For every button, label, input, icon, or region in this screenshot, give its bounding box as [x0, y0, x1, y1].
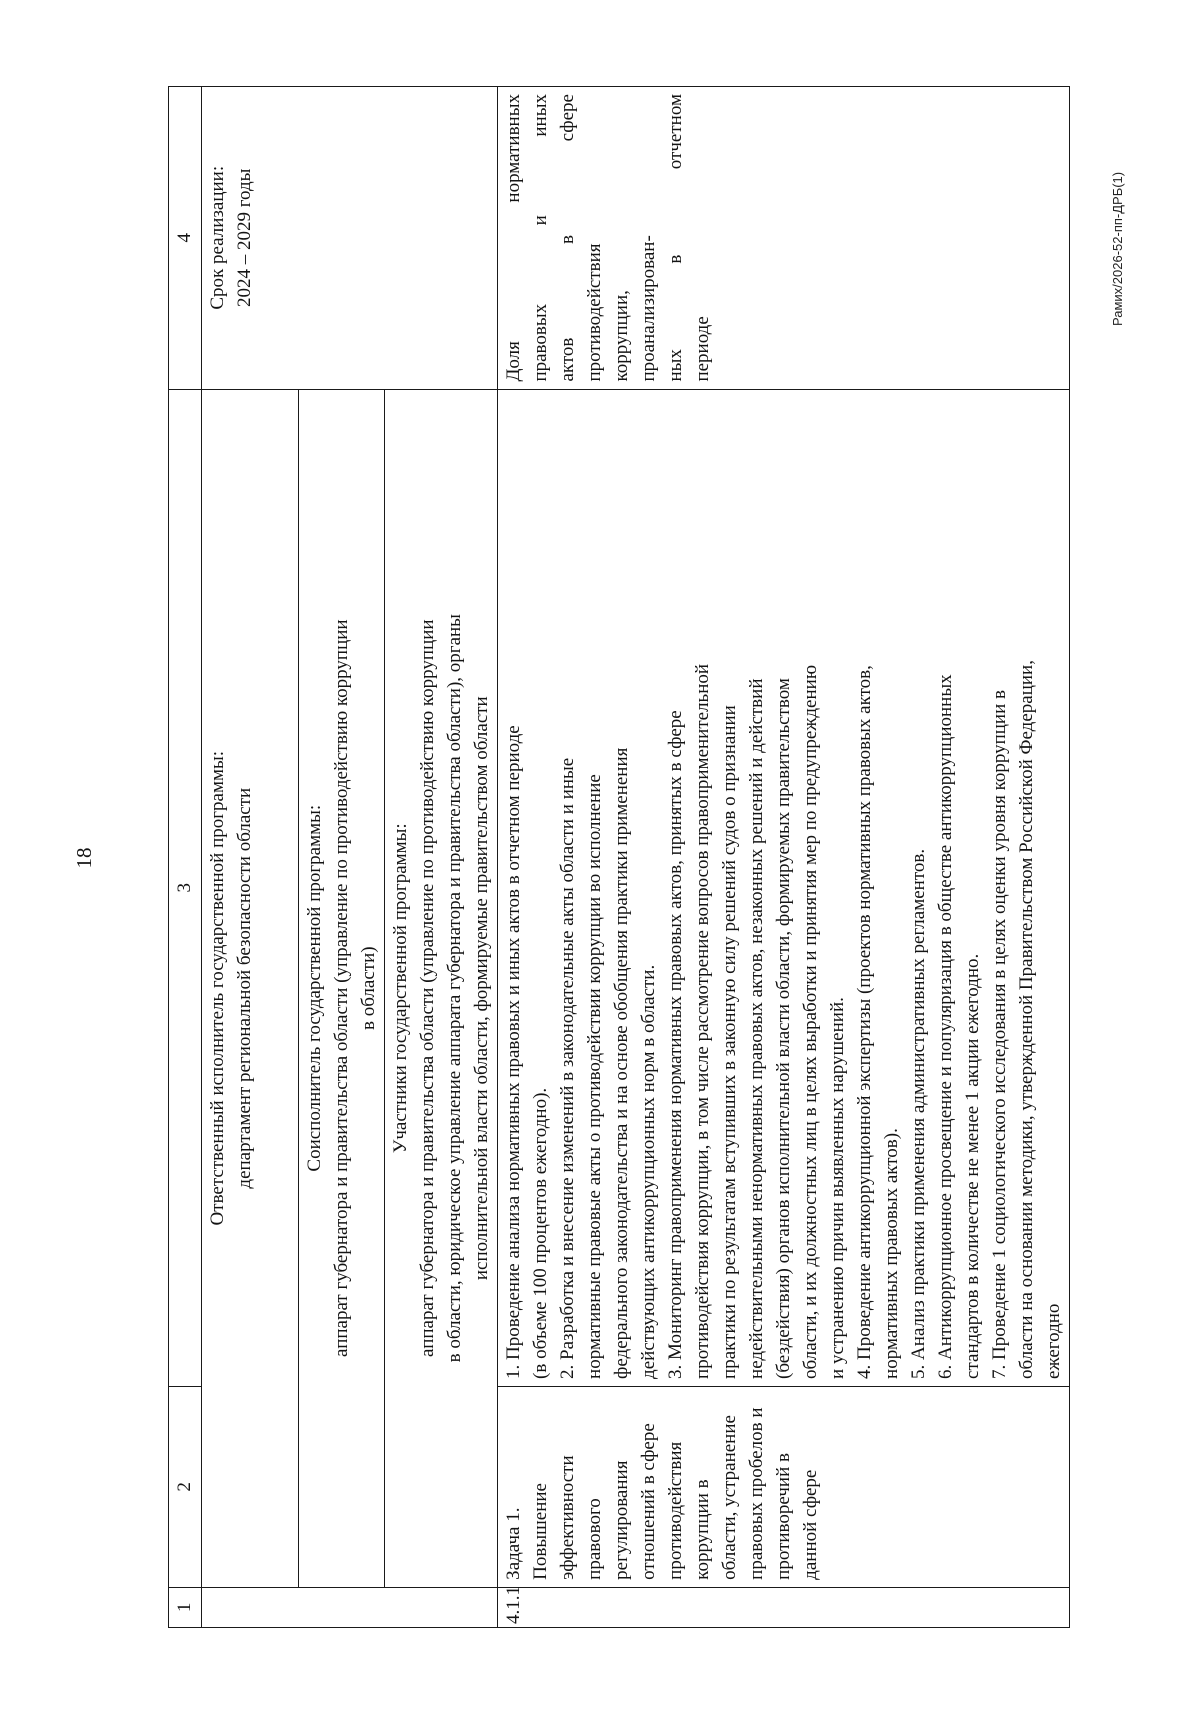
indicator-line: проанализирован-: [638, 235, 659, 382]
measure-line: (в объеме 100 процентов ежегодно).: [530, 1087, 551, 1379]
measure-line: и устранению причин выявленных нарушений.: [827, 997, 848, 1379]
indicator-line: коррупции,: [611, 290, 632, 382]
measure-line: 5. Анализ практики применения административных регламентов.: [908, 848, 929, 1379]
responsible-value: департамент региональной безопасности области: [234, 787, 255, 1189]
measure-line: практики по результатам вступивших в законную силу решений судов о признании: [719, 705, 740, 1379]
task-line: правовых пробелов и: [746, 1407, 767, 1580]
column-header-2: 2: [169, 1386, 202, 1587]
responsible-row: [202, 87, 299, 1628]
row-number: 4.1.1: [498, 1587, 1070, 1627]
task-line: противоречий в: [773, 1453, 794, 1580]
task-line: эффективности: [557, 1455, 578, 1580]
measure-line: стандартов в количестве не менее 1 акции ежегодно.: [962, 953, 983, 1379]
measure-line: недействительными ненормативных правовых актов, незаконных решений и действий: [746, 678, 767, 1379]
indicator-line: Доля нормативных: [503, 94, 524, 382]
participants-line-3: исполнительной власти области, формируемые правительством области: [471, 696, 492, 1281]
measure-line: 7. Проведение 1 социологического исследования в целях оценки уровня коррупции в: [989, 690, 1010, 1379]
measure-line: нормативных правовых актов).: [881, 1128, 902, 1379]
measure-line: нормативные правовые акты о противодействии коррупции во исполнение: [584, 774, 605, 1379]
indicator-line: актов в сфере: [557, 94, 578, 382]
term-label: Срок реализации:: [207, 165, 228, 310]
empty-cell-col1: [202, 1587, 498, 1627]
measure-line: 4. Проведение антикоррупционной экспертизы (проектов нормативных правовых актов,: [854, 665, 875, 1379]
participants-line-1: аппарат губернатора и правительства области (управление по противодействию коррупции: [417, 619, 438, 1357]
measure-line: 6. Антикоррупционное просвещение и популяризация в обществе антикоррупционных: [935, 674, 956, 1379]
column-header-4: 4: [169, 87, 202, 390]
measure-line: противодействия коррупции, в том числе рассмотрение вопросов правоприменительной: [692, 663, 713, 1379]
page-number: 18: [72, 847, 96, 869]
task-line: области, устранение: [719, 1415, 740, 1580]
indicator-line: противодействия: [584, 243, 605, 382]
task-cell: [498, 1386, 1070, 1587]
term-value: 2024 – 2029 годы: [234, 168, 255, 308]
term-cell: [202, 87, 498, 390]
task-line: Задача 1.: [503, 1507, 524, 1580]
task-line: отношений в сфере: [638, 1423, 659, 1580]
measures-cell: [498, 389, 1070, 1386]
task-line: Повышение: [530, 1483, 551, 1580]
participants-cell: [385, 389, 498, 1587]
measure-line: области на основании методики, утвержденной Правительством Российской Федерации,: [1016, 660, 1037, 1379]
task-line: противодействия: [665, 1441, 686, 1580]
indicator-line: правовых и иных: [530, 94, 551, 382]
responsible-executor-cell: [202, 389, 299, 1587]
task-row: [498, 87, 1070, 1628]
participants-line-2: в области, юридическое управление аппарата губернатора и правительства области), органы: [444, 614, 465, 1363]
header-row: [169, 87, 202, 1628]
indicator-cell: [498, 87, 1070, 390]
footer-document-code: Рамих/2026-52-пп-ДРБ(1): [1110, 171, 1125, 326]
indicator-line: периоде: [692, 316, 713, 382]
responsible-label: Ответственный исполнитель государственной программы:: [207, 750, 228, 1226]
coexecutor-cell: [299, 389, 385, 1587]
task-line: правового: [584, 1498, 605, 1580]
participants-label: Участники государственной программы:: [390, 823, 411, 1154]
task-line: коррупции в: [692, 1479, 713, 1580]
measure-line: (бездействия) органов исполнительной власти области, формируемых правительством: [773, 678, 794, 1379]
measure-line: 1. Проведение анализа нормативных правовых и иных актов в отчетном периоде: [503, 725, 524, 1379]
program-table: [168, 86, 1070, 1628]
coexecutor-line-1: аппарат губернатора и правительства области (управление по противодействию коррупции: [331, 619, 352, 1357]
measure-line: 2. Разработка и внесение изменений в законодательные акты области и иные: [557, 757, 578, 1379]
coexecutor-label: Соисполнитель государственной программы:: [304, 804, 325, 1172]
measure-line: области, и их должностных лиц в целях выработки и принятия мер по предупреждению: [800, 664, 821, 1379]
task-line: регулирования: [611, 1460, 632, 1580]
column-header-1: 1: [169, 1587, 202, 1627]
measure-line: федерального законодательства и на основе обобщения практики применения: [611, 747, 632, 1379]
measure-line: 3. Мониторинг правоприменения нормативных правовых актов, принятых в сфере: [665, 710, 686, 1379]
coexecutor-line-2: в области): [358, 946, 379, 1030]
task-line: данной сфере: [800, 1469, 821, 1580]
measure-line: ежегодно: [1043, 1303, 1064, 1379]
column-header-3: 3: [169, 389, 202, 1386]
indicator-line: ных в отчетном: [665, 94, 686, 382]
measure-line: действующих антикоррупционных норм в области.: [638, 964, 659, 1379]
